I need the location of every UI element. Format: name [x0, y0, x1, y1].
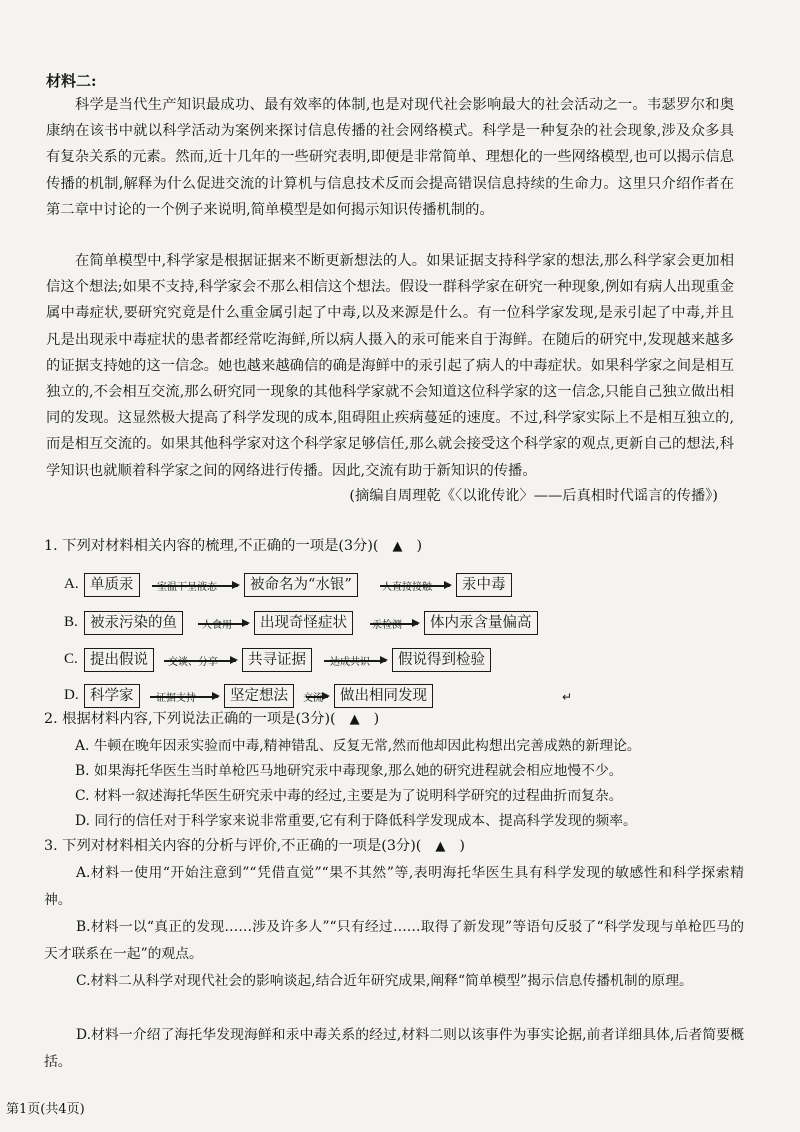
return-icon: ↵ — [562, 690, 573, 704]
paragraph-2: 在简单模型中,科学家是根据证据来不断更新想法的人。如果证据支持科学家的想法,那么科学家会更加相信这个想法;如果不支持,科学家会不那么相信这个想法。假设一群科学家在研究一种现象,例如有病人出现重金属中毒症状,要研究究竟是什么重金属引起了中毒,以及来源是什么。有一位科学家发现,是汞引起了中毒,并且凡是出现汞中毒症状的患者都经常吃海鲜,所以病人摄入的汞可能来自于海鲜。在随后的研究中,发现越来越多的证据支持她的这一信念。她也越来越确信的确是海鲜中的汞引起了病人的中毒症状。如果科学家之间是相互独立的,不会相互交流,那么研究同一现象的其他科学家就不会知道这位科学家的这一信念,只能自己独立做出相同的发现。这显然极大提高了科学发现的成本,阻碍阻止疾病蔓延的速度。不过,科学家实际上不是相互独立的,而是相互交流的。如果其他科学家对这个科学家足够信任,那么就会接受这个科学家的观点,更新自己的想法,科学知识也就顺着科学家之间的网络进行传播。因此,交流有助于新知识的传播。 — [46, 253, 734, 479]
q2-option-a: A. 牛顿在晚年因汞实验而中毒,精神错乱、反复无常,然而他却因此构想出完善成熟的新理论。 — [75, 738, 641, 754]
flow-box: 共寻证据 — [242, 648, 312, 672]
q2-option-c: C. 材料一叙述海托华医生研究汞中毒的经过,主要是为了说明科学研究的过程曲折而复杂。 — [75, 788, 623, 804]
q3-option-c: C.材料二从科学对现代社会的影响谈起,结合近年研究成果,阐释“简单模型”揭示信息传播机制的原理。 — [76, 973, 693, 989]
question-3-stem: 3. 下列对材料相关内容的分析与评价,不正确的一项是(3分)( ▲ ) — [44, 838, 465, 854]
flow-arrow: 汞检测 — [370, 623, 418, 625]
flow-arrow: 人直接接触 — [380, 585, 450, 587]
flow-box: 汞中毒 — [456, 573, 512, 597]
flow-box: 被汞污染的鱼 — [84, 611, 183, 635]
option-letter: C. — [64, 651, 78, 667]
flow-box: 科学家 — [84, 684, 140, 708]
source-citation: (摘编自周理乾《〈以讹传讹〉——后真相时代谣言的传播》) — [349, 488, 718, 504]
question-1-stem: 1. 下列对材料相关内容的梳理,不正确的一项是(3分)( ▲ ) — [44, 538, 423, 554]
flow-arrow: 室温下呈液态 — [152, 585, 238, 587]
answer-mark: ▲ — [435, 839, 446, 854]
flow-arrow: 证据支持 — [150, 696, 218, 698]
flow-box: 提出假说 — [84, 648, 154, 672]
material-heading: 材料二: — [46, 72, 97, 90]
flow-box: 做出相同发现 — [334, 684, 433, 708]
paragraph-1: 科学是当代生产知识最成功、最有效率的体制,也是对现代社会影响最大的社会活动之一。韦瑟罗尔和奥康纳在该书中就以科学活动为案例来探讨信息传播的社会网络模式。科学是一种复杂的社会现象,涉及众多具有复杂关系的元素。然而,近十几年的一些研究表明,即便是非常简单、理想化的一些网络模型,也可以揭示信息传播的机制,解释为什么促进交流的计算机与信息技术反而会提高错误信息持续的生命力。这里只介绍作者在第二章中讨论的一个例子来说明,简单模型是如何揭示知识传播机制的。 — [46, 97, 734, 218]
flow-arrow: 交流 — [306, 696, 328, 698]
q3-option-b: B.材料一以“真正的发现……涉及许多人”“只有经过……取得了新发现”等语句反驳了“科学发现与单枪匹马的天才联系在一起”的观点。 — [44, 919, 744, 962]
page-footer: 第1页(共4页) — [6, 1102, 85, 1117]
option-letter: A. — [64, 576, 79, 592]
flow-box: 假说得到检验 — [392, 648, 491, 672]
flow-box: 出现奇怪症状 — [254, 611, 353, 635]
flow-arrow: 人食用 — [198, 623, 248, 625]
answer-mark: ▲ — [349, 712, 360, 727]
flow-box: 体内汞含量偏高 — [424, 611, 538, 635]
flow-arrow: 交谈、分享 — [164, 660, 236, 662]
option-letter: B. — [64, 614, 78, 630]
flow-box: 被命名为“水银” — [244, 573, 358, 597]
q3-option-d: D.材料一介绍了海托华发现海鲜和汞中毒关系的经过,材料二则以该事件为事实论据,前者详细具体,后者简要概括。 — [44, 1027, 744, 1070]
q3-option-a: A.材料一使用“开始注意到”“凭借直觉”“果不其然”等,表明海托华医生具有科学发现的敏感性和科学探索精神。 — [44, 865, 744, 908]
flow-box: 单质汞 — [84, 573, 140, 597]
flow-box: 坚定想法 — [224, 684, 294, 708]
option-letter: D. — [64, 687, 79, 703]
flow-arrow: 达成共识 — [324, 660, 386, 662]
q2-option-d: D. 同行的信任对于科学家来说非常重要,它有利于降低科学发现成本、提高科学发现的频率。 — [75, 813, 637, 829]
answer-mark: ▲ — [392, 539, 403, 554]
q2-option-b: B. 如果海托华医生当时单枪匹马地研究汞中毒现象,那么她的研究进程就会相应地慢不少。 — [75, 763, 623, 779]
question-2-stem: 2. 根据材料内容,下列说法正确的一项是(3分)( ▲ ) — [44, 711, 380, 727]
